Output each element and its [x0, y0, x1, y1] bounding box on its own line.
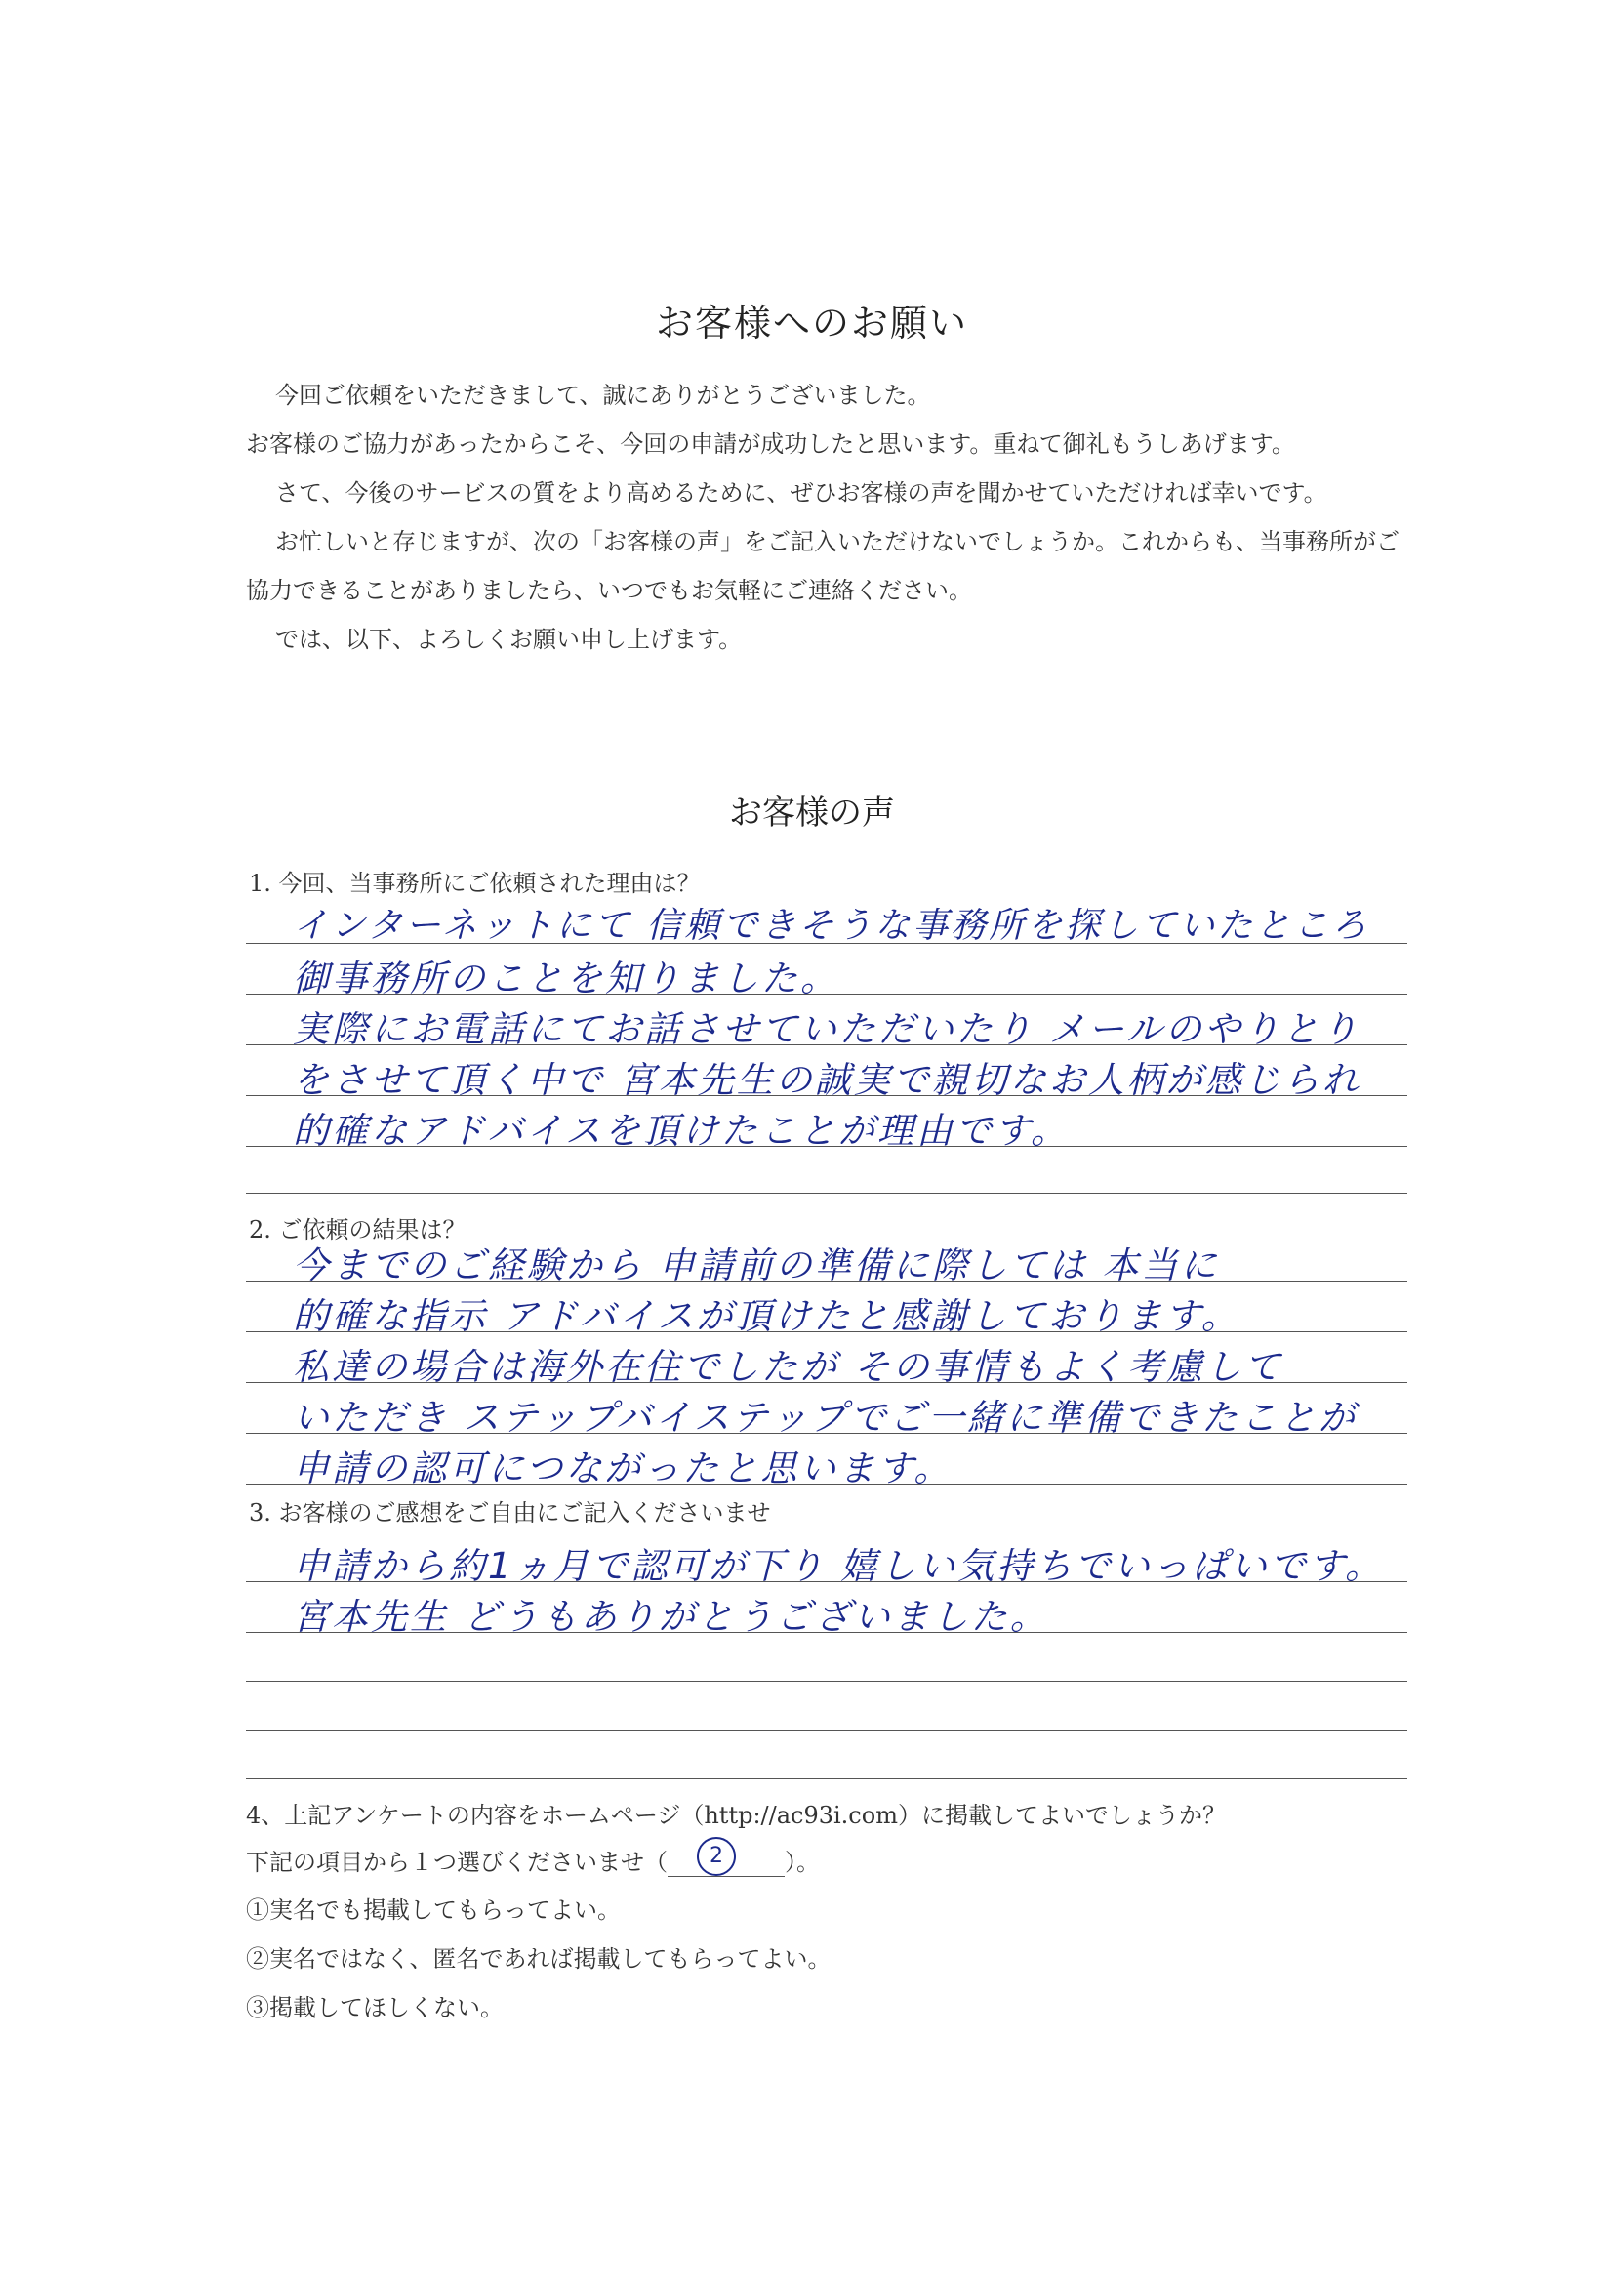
answer-2-line-1: 今までのご経験から 申請前の準備に際しては 本当に	[293, 1244, 1220, 1286]
selection-instruction	[246, 1843, 820, 1877]
intro-paragraph: 今回ご依頼をいただきまして、誠にありがとうございました。	[275, 382, 931, 409]
answer-1-line-3: 実際にお電話にてお話させていただいたり メールのやりとり	[293, 1008, 1361, 1050]
intro-paragraph: お忙しいと存じますが、次の「お客様の声」をご記入いただけないでしょうか。これからも、当事務所がご協力できることがありましたら、いつでもお気軽にご連絡ください。	[246, 528, 1400, 604]
question-1: 1. 今回、当事務所にご依頼された理由は？	[249, 870, 701, 897]
answer-2-line-3: 私達の場合は海外在住でしたが その事情もよく考慮して	[293, 1346, 1283, 1388]
answer-rule	[246, 1331, 1407, 1332]
question-4: 4、上記アンケートの内容をホームページ（http://ac93i.com）に掲載してよいでしょうか？	[246, 1802, 1226, 1829]
question-2: 2. ご依頼の結果は？	[249, 1216, 467, 1243]
answer-rule	[246, 1281, 1407, 1282]
instruction-suffix: ）。	[785, 1849, 820, 1876]
answer-blank[interactable]	[668, 1844, 785, 1877]
answer-2-line-2: 的確な指示 アドバイスが頂けたと感謝しております。	[293, 1295, 1240, 1337]
intro-paragraph: お客様のご協力があったからこそ、今回の申請が成功したと思います。重ねて御礼もうしあげます。	[246, 430, 1295, 458]
answer-1-line-5: 的確なアドバイスを頂けたことが理由です。	[293, 1110, 1070, 1152]
answer-rule	[246, 1778, 1407, 1779]
answer-rule	[246, 1484, 1407, 1485]
instruction-prefix: 下記の項目から１つ選びくださいませ（	[246, 1849, 668, 1876]
answer-1-line-4: をさせて頂く中で 宮本先生の誠実で親切なお人柄が感じられ	[293, 1059, 1361, 1101]
section-title: お客様の声	[729, 794, 895, 833]
question-3: 3. お客様のご感想をご自由にご記入くださいませ	[249, 1499, 771, 1527]
answer-rule	[246, 1730, 1407, 1731]
option-3: ③掲載してほしくない。	[246, 1994, 504, 2021]
answer-rule	[246, 1095, 1407, 1096]
intro-text	[246, 371, 1417, 664]
answer-rule	[246, 1433, 1407, 1434]
answer-1-line-1: インターネットにて 信頼できそうな事務所を探していたところ	[293, 906, 1370, 946]
answer-rule	[246, 1632, 1407, 1633]
answer-2-line-5: 申請の認可につながったと思います。	[293, 1447, 954, 1489]
answer-rule	[246, 994, 1407, 995]
answer-rule	[246, 1146, 1407, 1147]
selected-choice-mark: 2	[697, 1837, 736, 1876]
answer-rule	[246, 1044, 1407, 1045]
answer-rule	[246, 1193, 1407, 1194]
intro-paragraph: では、以下、よろしくお願い申し上げます。	[275, 626, 743, 653]
answer-3-line-1: 申請から約1ヵ月で認可が下り 嬉しい気持ちでいっぱいです。	[293, 1545, 1384, 1587]
intro-paragraph: さて、今後のサービスの質をより高めるために、ぜひお客様の声を聞かせていただければ幸いです。	[275, 479, 1327, 507]
answer-rule	[246, 1382, 1407, 1383]
option-1: ①実名でも掲載してもらってよい。	[246, 1896, 621, 1924]
option-2: ②実名ではなく、匿名であれば掲載してもらってよい。	[246, 1945, 832, 1973]
answer-rule	[246, 1681, 1407, 1682]
page-title: お客様へのお願い	[655, 302, 968, 345]
answer-rule	[246, 943, 1407, 944]
answer-rule	[246, 1581, 1407, 1582]
answer-1-line-2: 御事務所のことを知りました。	[293, 958, 839, 999]
answer-3-line-2: 宮本先生 どうもありがとうございました。	[293, 1596, 1049, 1638]
answer-2-line-4: いただき ステップバイステップでご一緒に準備できたことが	[293, 1397, 1359, 1439]
